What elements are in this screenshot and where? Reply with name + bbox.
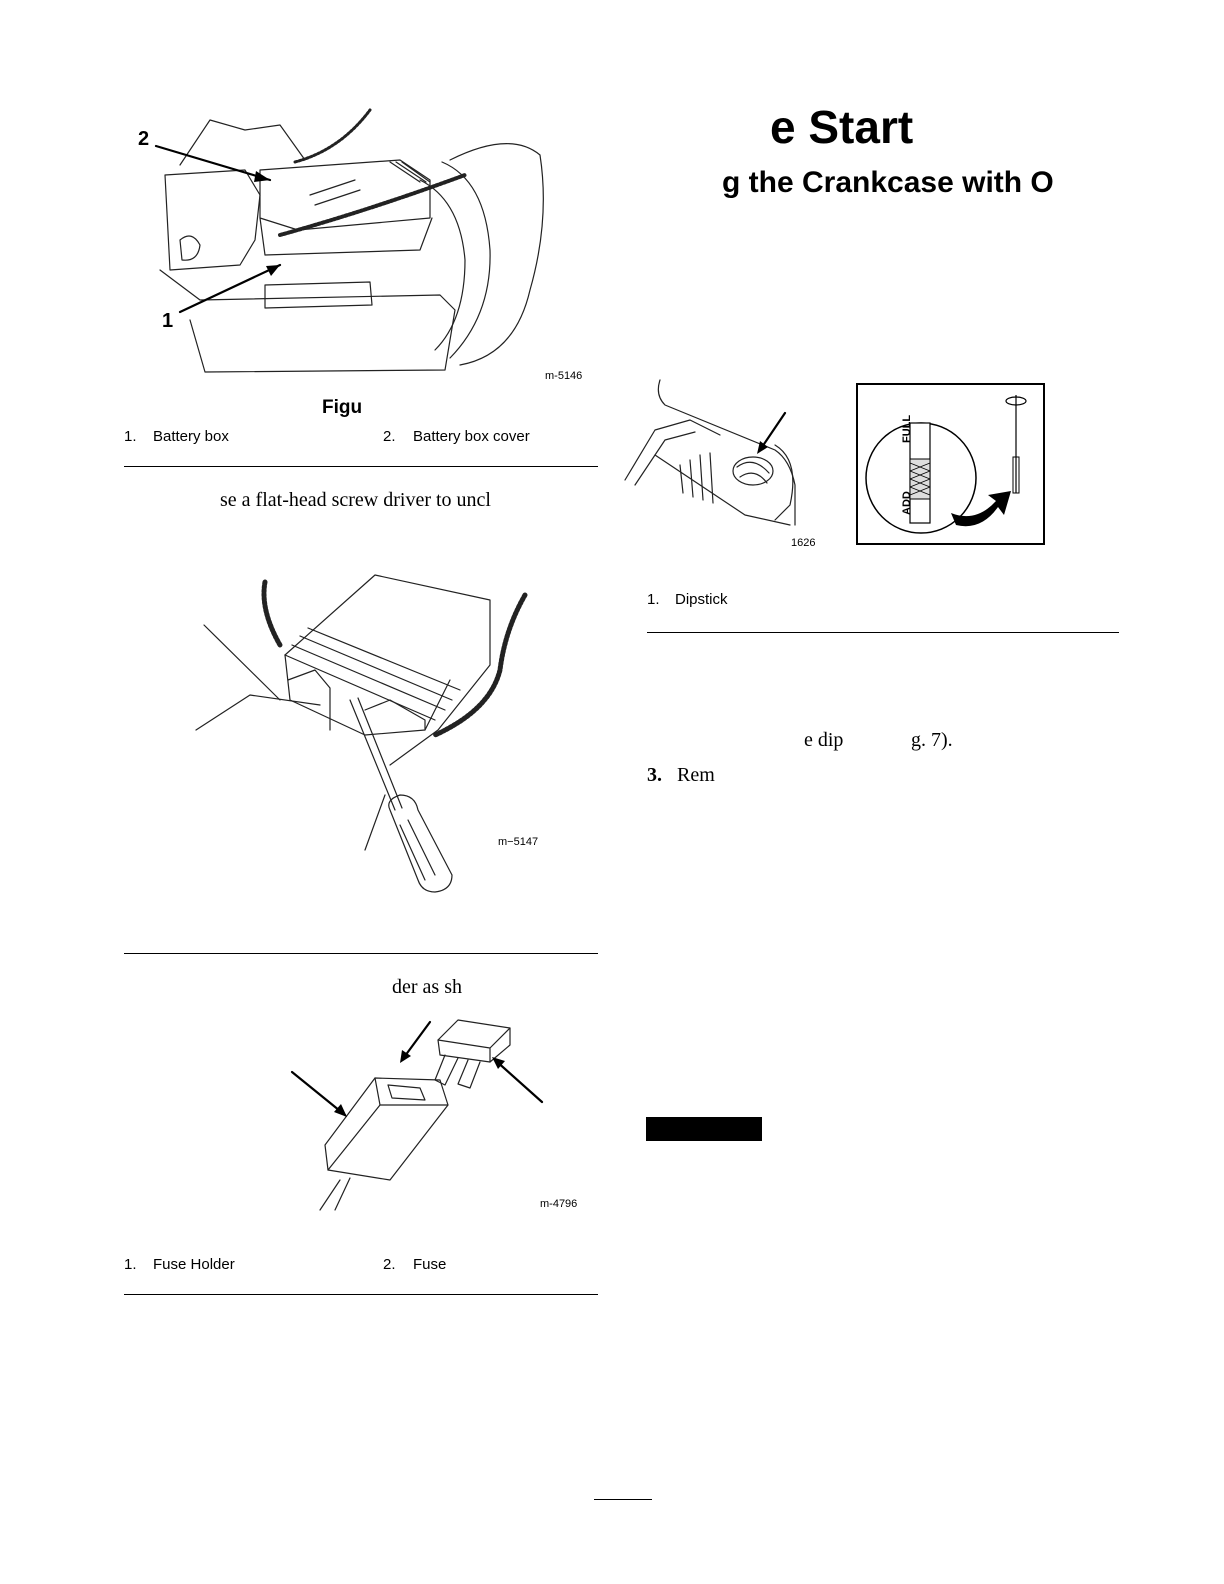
legend-num: 1. (124, 428, 137, 445)
figure-caption: Figu (322, 397, 363, 418)
step-number: 3. (647, 764, 662, 786)
divider (124, 1294, 598, 1295)
fuse-illustration (280, 1010, 600, 1220)
callout-2: 2 (138, 128, 150, 150)
divider (124, 953, 598, 954)
engine-dipstick-illustration (625, 375, 825, 555)
body-text-fragment: e dip (804, 729, 844, 751)
section-subtitle: g the Crankcase with O (722, 166, 1054, 199)
legend-text: Fuse (413, 1256, 447, 1273)
figure-id: m-5146 (545, 370, 583, 382)
dipstick-label-full: FULL (901, 414, 913, 443)
figure-id: m−5147 (498, 836, 539, 848)
section-title: e Start (770, 101, 914, 153)
figure-legend (124, 1256, 604, 1278)
figure-id: 1626 (791, 537, 816, 549)
screwdriver-illustration (190, 570, 560, 900)
figure-legend (124, 428, 604, 450)
instruction-text: der as sh (392, 976, 462, 998)
legend-text: Fuse Holder (153, 1256, 235, 1273)
dipstick-detail-inset (856, 383, 1046, 545)
figure-legend (647, 591, 1117, 613)
callout-1: 1 (162, 310, 174, 332)
figure-fuse (280, 1010, 600, 1220)
figure-screwdriver (190, 570, 560, 900)
legend-text: Battery box cover (413, 428, 530, 445)
legend-num: 2. (383, 1256, 396, 1273)
instruction-text: se a flat-head screw driver to uncl (220, 489, 491, 511)
figure-battery-box (120, 100, 600, 390)
figure-id: m-4796 (540, 1198, 578, 1210)
legend-num: 2. (383, 428, 396, 445)
legend-text: Battery box (153, 428, 229, 445)
battery-box-illustration (120, 100, 600, 390)
figure-dipstick (625, 375, 1050, 555)
step-text: Rem (677, 764, 715, 786)
legend-num: 1. (124, 1256, 137, 1273)
legend-text: Dipstick (675, 591, 728, 608)
dipstick-label-add: ADD (901, 491, 913, 515)
legend-num: 1. (647, 591, 660, 608)
body-text-fragment: g. 7). (911, 729, 953, 751)
page-footer-line (594, 1499, 652, 1500)
divider (647, 632, 1119, 633)
black-label-bar (646, 1117, 762, 1141)
divider (124, 466, 598, 467)
